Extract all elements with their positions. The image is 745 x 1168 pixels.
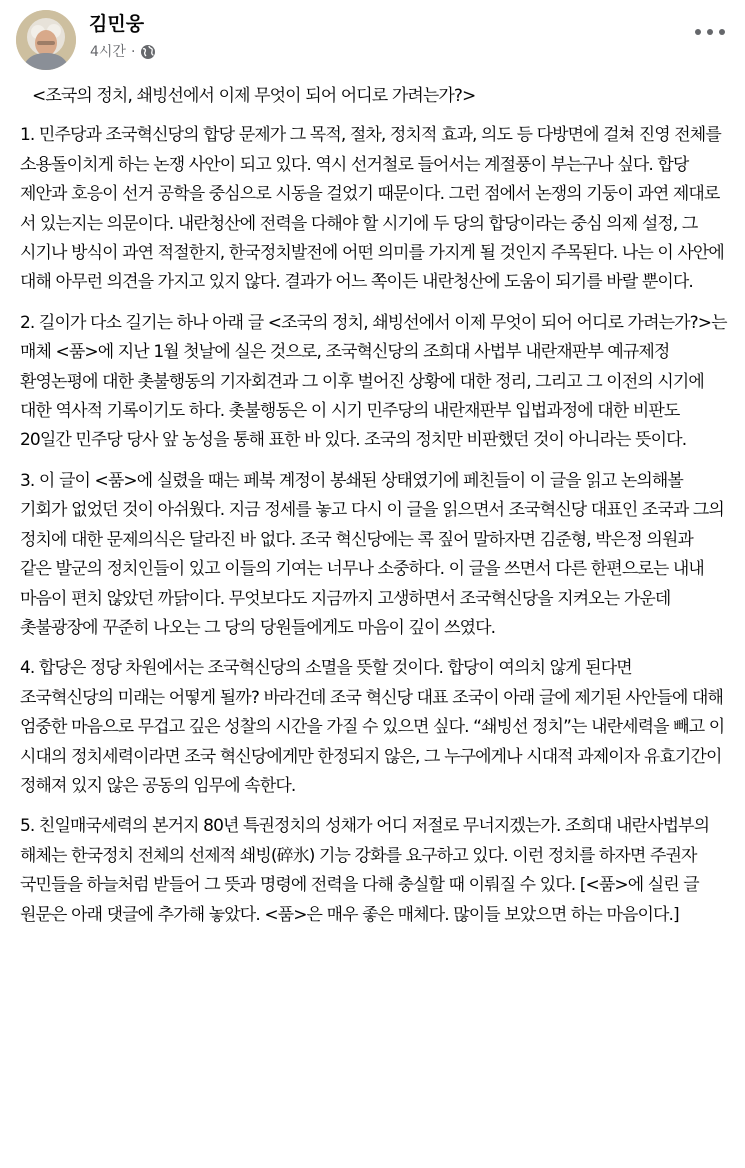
- more-dot: [719, 29, 725, 35]
- post-header: [16, 8, 729, 70]
- post-time[interactable]: 4시간: [90, 44, 126, 60]
- post-paragraph-1: 1. 민주당과 조국혁신당의 합당 문제가 그 목적, 절차, 정치적 효과, 의도 등 다방면에 걸쳐 진영 전체를 소용돌이치게 하는 논쟁 사안이 되고 있다. 역시 선거철로 들어서는 계절풍이 부는구나 싶다. 합당 제안과 호응이 선거 공학을 중심으로 시동을 걸었기 때문이다. 그런 점에서 논쟁의 기둥이 과연 제대로 서 있는지는 의문이다. 내란청산에 전력을 다해야 할 시기에 두 당의 합당이라는 중심 의제 설정, 그 시기나 방식이 과연 적절한지, 한국정치발전에 어떤 의미를 가지게 될 것인지 주목된다. 나는 이 사안에 대해 아무런 의견을 가지고 있지 않다. 결과가 어느 쪽이든 내란청산에 도움이 되기를 바랄 뿐이다.: [20, 125, 724, 293]
- post-title: <조국의 정치, 쇄빙선에서 이제 무엇이 되어 어디로 가려는가?>: [32, 86, 476, 106]
- globe-icon[interactable]: [140, 44, 156, 60]
- more-options-icon[interactable]: [695, 22, 725, 42]
- post-paragraph-4: 4. 합당은 정당 차원에서는 조국혁신당의 소멸을 뜻할 것이다. 합당이 여의치 않게 된다면 조국혁신당의 미래는 어떻게 될까? 바라건데 조국 혁신당 대표 조국이 아래 글에 제기된 사안들에 대해 엄중한 마음으로 무겁고 깊은 성찰의 시간을 가질 수 있으면 싶다. “쇄빙선 정치”는 내란세력을 빼고 이 시대의 정치세력이라면 조국 혁신당에게만 한정되지 않은, 그 누구에게나 시대적 과제이자 유효기간이 정해져 있지 않은 공동의 임무에 속한다.: [20, 658, 725, 796]
- meta-separator: ·: [130, 44, 136, 60]
- more-dot: [695, 29, 701, 35]
- author-avatar[interactable]: [16, 10, 76, 70]
- profile-photo: [16, 10, 76, 70]
- post-paragraph-5: 5. 친일매국세력의 본거지 80년 특권정치의 성채가 어디 저절로 무너지겠는가. 조희대 내란사법부의 해체는 한국정치 전체의 선제적 쇄빙(碎氷) 기능 강화를 요구하고 있다. 이런 정치를 하자면 주권자 국민들을 하늘처럼 받들어 그 뜻과 명령에 전력을 다해 충실할 때 이뤄질 수 있다. [<품>에 실린 글 원문은 아래 댓글에 추가해 놓았다. <품>은 매우 좋은 매체다. 많이들 보았으면 하는 마음이다.]: [20, 816, 710, 925]
- post-body: [20, 82, 727, 941]
- post-meta: [90, 42, 156, 62]
- more-dot: [707, 29, 713, 35]
- author-name[interactable]: 김민웅: [89, 13, 145, 35]
- post-paragraph-3: 3. 이 글이 <품>에 실렸을 때는 페북 계정이 봉쇄된 상태였기에 페친들이 이 글을 읽고 논의해볼 기회가 없었던 것이 아쉬웠다. 지금 정세를 놓고 다시 이 글을 읽으면서 조국혁신당 대표인 조국과 그의 정치에 대한 문제의식은 달라진 바 없다. 조국 혁신당에는 콕 짚어 말하자면 김준형, 박은정 의원과 같은 발군의 정치인들이 있고 이들의 기여는 너무나 소중하다. 이 글을 쓰면서 다른 한편으로는 내내 마음이 편치 않았던 까닭이다. 무엇보다도 지금까지 고생하면서 조국혁신당을 지켜오는 가운데 촛불광장에 꾸준히 나오는 그 당의 당원들에게도 마음이 깊이 쓰였다.: [20, 470, 724, 638]
- post-paragraph-2: 2. 길이가 다소 길기는 하나 아래 글 <조국의 정치, 쇄빙선에서 이제 무엇이 되어 어디로 가려는가?>는 매체 <품>에 지난 1월 첫날에 실은 것으로, 조국혁신당의 조희대 사법부 내란재판부 예규제정 환영논평에 대한 촛불행동의 기자회견과 그 이후 벌어진 상황에 대한 정리, 그리고 그 이전의 시기에 대한 역사적 기록이기도 하다. 촛불행동은 이 시기 민주당의 내란재판부 입법과정에 대한 비판도 20일간 민주당 당사 앞 농성을 통해 표한 바 있다. 조국의 정치만 비판했던 것이 아니라는 뜻이다.: [20, 312, 727, 451]
